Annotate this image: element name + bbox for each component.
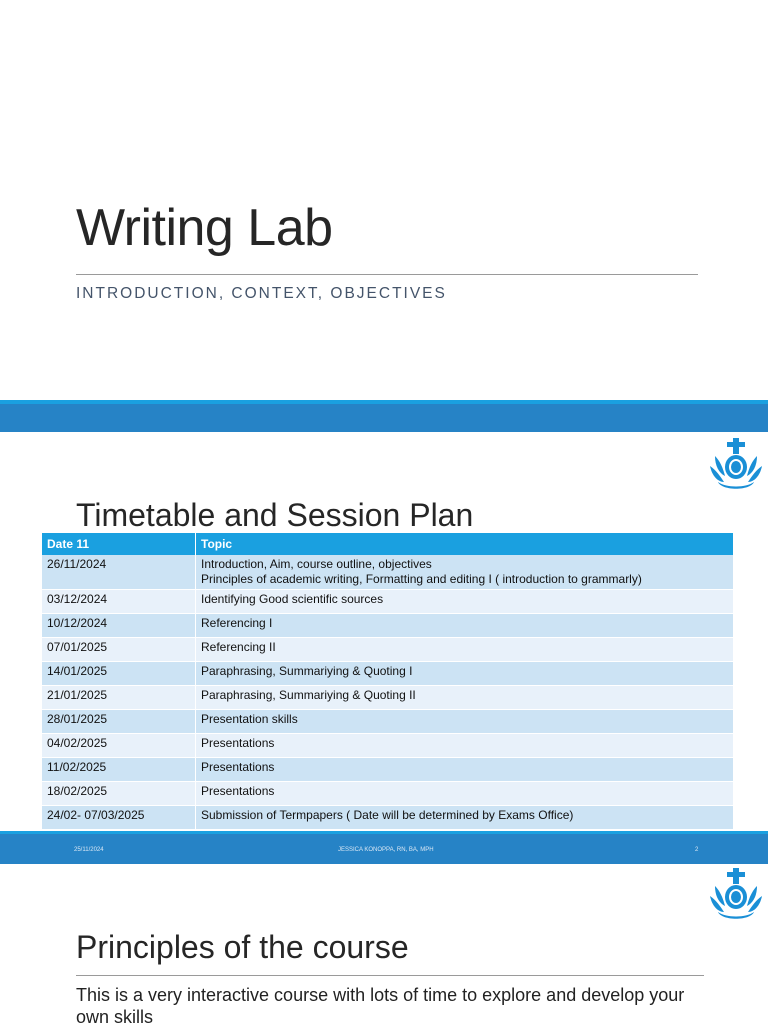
date-cell: 04/02/2025 (42, 734, 196, 758)
title-divider (76, 975, 704, 976)
footer-date: 25/11/2024 (74, 847, 104, 853)
date-cell: 26/11/2024 (42, 555, 196, 590)
date-cell: 03/12/2024 (42, 590, 196, 614)
footer-author: JESSICA KONOPPA, RN, BA, MPH (338, 847, 434, 853)
table-row (42, 590, 734, 614)
table-header-row (42, 533, 734, 555)
table-row (42, 806, 734, 830)
topic-cell: Paraphrasing, Summariying & Quoting I (196, 662, 734, 686)
column-header-topic: Topic (196, 533, 734, 555)
date-cell: 18/02/2025 (42, 782, 196, 806)
date-cell: 10/12/2024 (42, 614, 196, 638)
date-cell: 24/02- 07/03/2025 (42, 806, 196, 830)
footer-band (0, 831, 768, 864)
topic-cell: Paraphrasing, Summariying & Quoting II (196, 686, 734, 710)
topic-cell: Referencing II (196, 638, 734, 662)
slide-title: Writing Lab (76, 199, 333, 257)
institution-crest-icon (706, 436, 766, 496)
topic-cell: Presentations (196, 782, 734, 806)
institution-crest-icon (706, 866, 766, 926)
header-band (0, 400, 768, 432)
topic-cell: Submission of Termpapers ( Date will be determined by Exams Office) (196, 806, 734, 830)
date-cell: 07/01/2025 (42, 638, 196, 662)
table-row (42, 614, 734, 638)
timetable-table (42, 533, 734, 830)
table-row (42, 710, 734, 734)
topic-cell: Introduction, Aim, course outline, objectives Principles of academic writing, Formatting and editing I ( introduction to grammarly) (196, 555, 734, 590)
date-cell: 28/01/2025 (42, 710, 196, 734)
table-row (42, 662, 734, 686)
table-row (42, 782, 734, 806)
column-header-date: Date 11 (42, 533, 196, 555)
date-cell: 14/01/2025 (42, 662, 196, 686)
topic-cell: Referencing I (196, 614, 734, 638)
title-divider (76, 274, 698, 275)
table-row (42, 555, 734, 590)
table-row (42, 758, 734, 782)
date-cell: 11/02/2025 (42, 758, 196, 782)
slide-title: Timetable and Session Plan (76, 497, 474, 533)
topic-cell: Presentations (196, 734, 734, 758)
topic-cell: Presentation skills (196, 710, 734, 734)
table-row (42, 734, 734, 758)
slide-title: Principles of the course (76, 929, 409, 965)
topic-cell: Presentations (196, 758, 734, 782)
slide-subtitle: INTRODUCTION, CONTEXT, OBJECTIVES (76, 285, 447, 302)
table-row (42, 638, 734, 662)
date-cell: 21/01/2025 (42, 686, 196, 710)
table-row (42, 686, 734, 710)
topic-cell: Identifying Good scientific sources (196, 590, 734, 614)
slide-body-text: This is a very interactive course with lots of time to explore and develop your own skills (76, 985, 685, 1027)
footer-page-number: 2 (695, 847, 699, 853)
